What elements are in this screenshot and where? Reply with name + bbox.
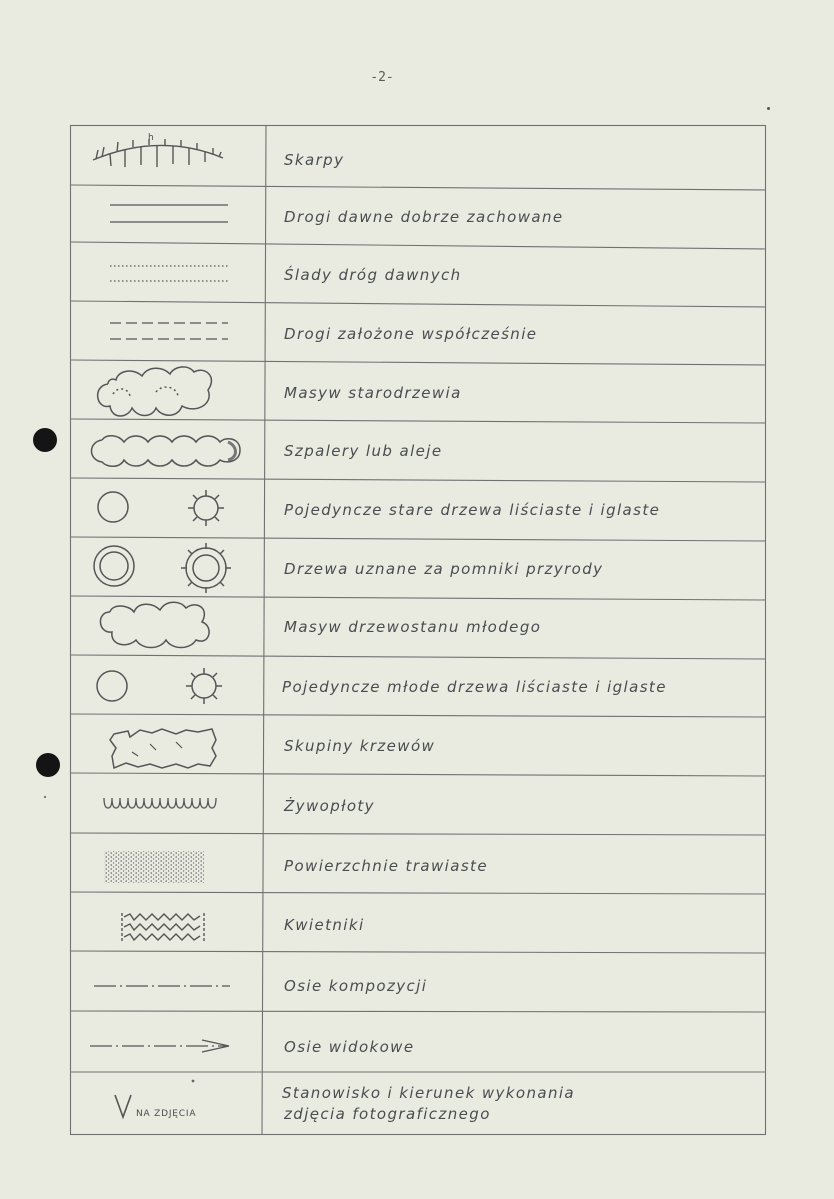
label-pomniki-przyrody: Drzewa uznane za pomniki przyrody [284, 560, 604, 578]
row-separator [71, 596, 765, 600]
view-axis-symbol [90, 1040, 229, 1052]
label-stanowisko-line1: Stanowisko i kierunek wykonania [282, 1084, 576, 1102]
double-dotted-lines-symbol [110, 266, 228, 281]
page-number: -2- [370, 70, 394, 85]
label-stanowisko-line2: zdjęcia fotograficznego [284, 1105, 491, 1123]
row-separator [71, 185, 765, 190]
label-zywoploty: Żywopłoty [284, 797, 375, 815]
label-drogi-zalozone: Drogi założone współcześnie [284, 325, 538, 343]
tree-row-symbol [92, 436, 241, 467]
label-kwietniki: Kwietniki [284, 916, 365, 934]
hedge-symbol [104, 798, 216, 808]
label-pojedyncze-mlode: Pojedyncze młode drzewa liściaste i iglaste [282, 678, 667, 696]
monument-trees-symbol [94, 543, 231, 593]
photo-station-text: NA ZDJĘCIA [136, 1109, 197, 1119]
label-skarpy: Skarpy [284, 151, 345, 169]
shrub-group-symbol [110, 729, 216, 768]
row-separator [71, 419, 765, 423]
label-osie-kompozycji: Osie kompozycji [284, 977, 428, 995]
young-tree-mass-symbol [100, 602, 209, 647]
label-pojedyncze-stare: Pojedyncze stare drzewa liściaste i iglaste [284, 501, 661, 519]
row-separator [71, 360, 765, 365]
photo-station-symbol [115, 1080, 196, 1119]
single-trees-symbol [98, 490, 224, 526]
row-separator [71, 833, 765, 835]
label-powierzchnie-trawiaste: Powierzchnie trawiaste [284, 857, 488, 875]
label-masyw-mlodego: Masyw drzewostanu młodego [284, 618, 542, 636]
double-dashed-lines-symbol [110, 323, 228, 339]
flowerbed-symbol [122, 913, 204, 942]
label-masyw-starodrzewia: Masyw starodrzewia [284, 384, 462, 402]
label-drogi-dawne: Drogi dawne dobrze zachowane [284, 208, 564, 226]
label-slady-drog: Ślady dróg dawnych [284, 266, 462, 284]
column-divider [262, 126, 266, 1134]
row-separator [71, 537, 765, 541]
escarpment-symbol [93, 133, 223, 167]
row-separator [71, 951, 765, 953]
row-separator [71, 714, 765, 717]
row-separator [71, 478, 765, 482]
row-separator [71, 242, 765, 249]
row-separator [71, 773, 765, 776]
row-separator [71, 1011, 765, 1012]
row-separator [71, 892, 765, 894]
old-tree-mass-symbol [98, 367, 212, 416]
escarpment-letter: h [148, 133, 155, 143]
row-separator [71, 655, 765, 659]
label-osie-widokowe: Osie widokowe [284, 1038, 415, 1056]
double-solid-lines-symbol [110, 205, 228, 222]
young-single-trees-symbol [97, 668, 222, 704]
row-separator [71, 301, 765, 307]
label-szpalery: Szpalery lub aleje [284, 442, 443, 460]
label-skupiny-krzewow: Skupiny krzewów [284, 737, 436, 755]
grass-area-symbol [104, 851, 204, 883]
